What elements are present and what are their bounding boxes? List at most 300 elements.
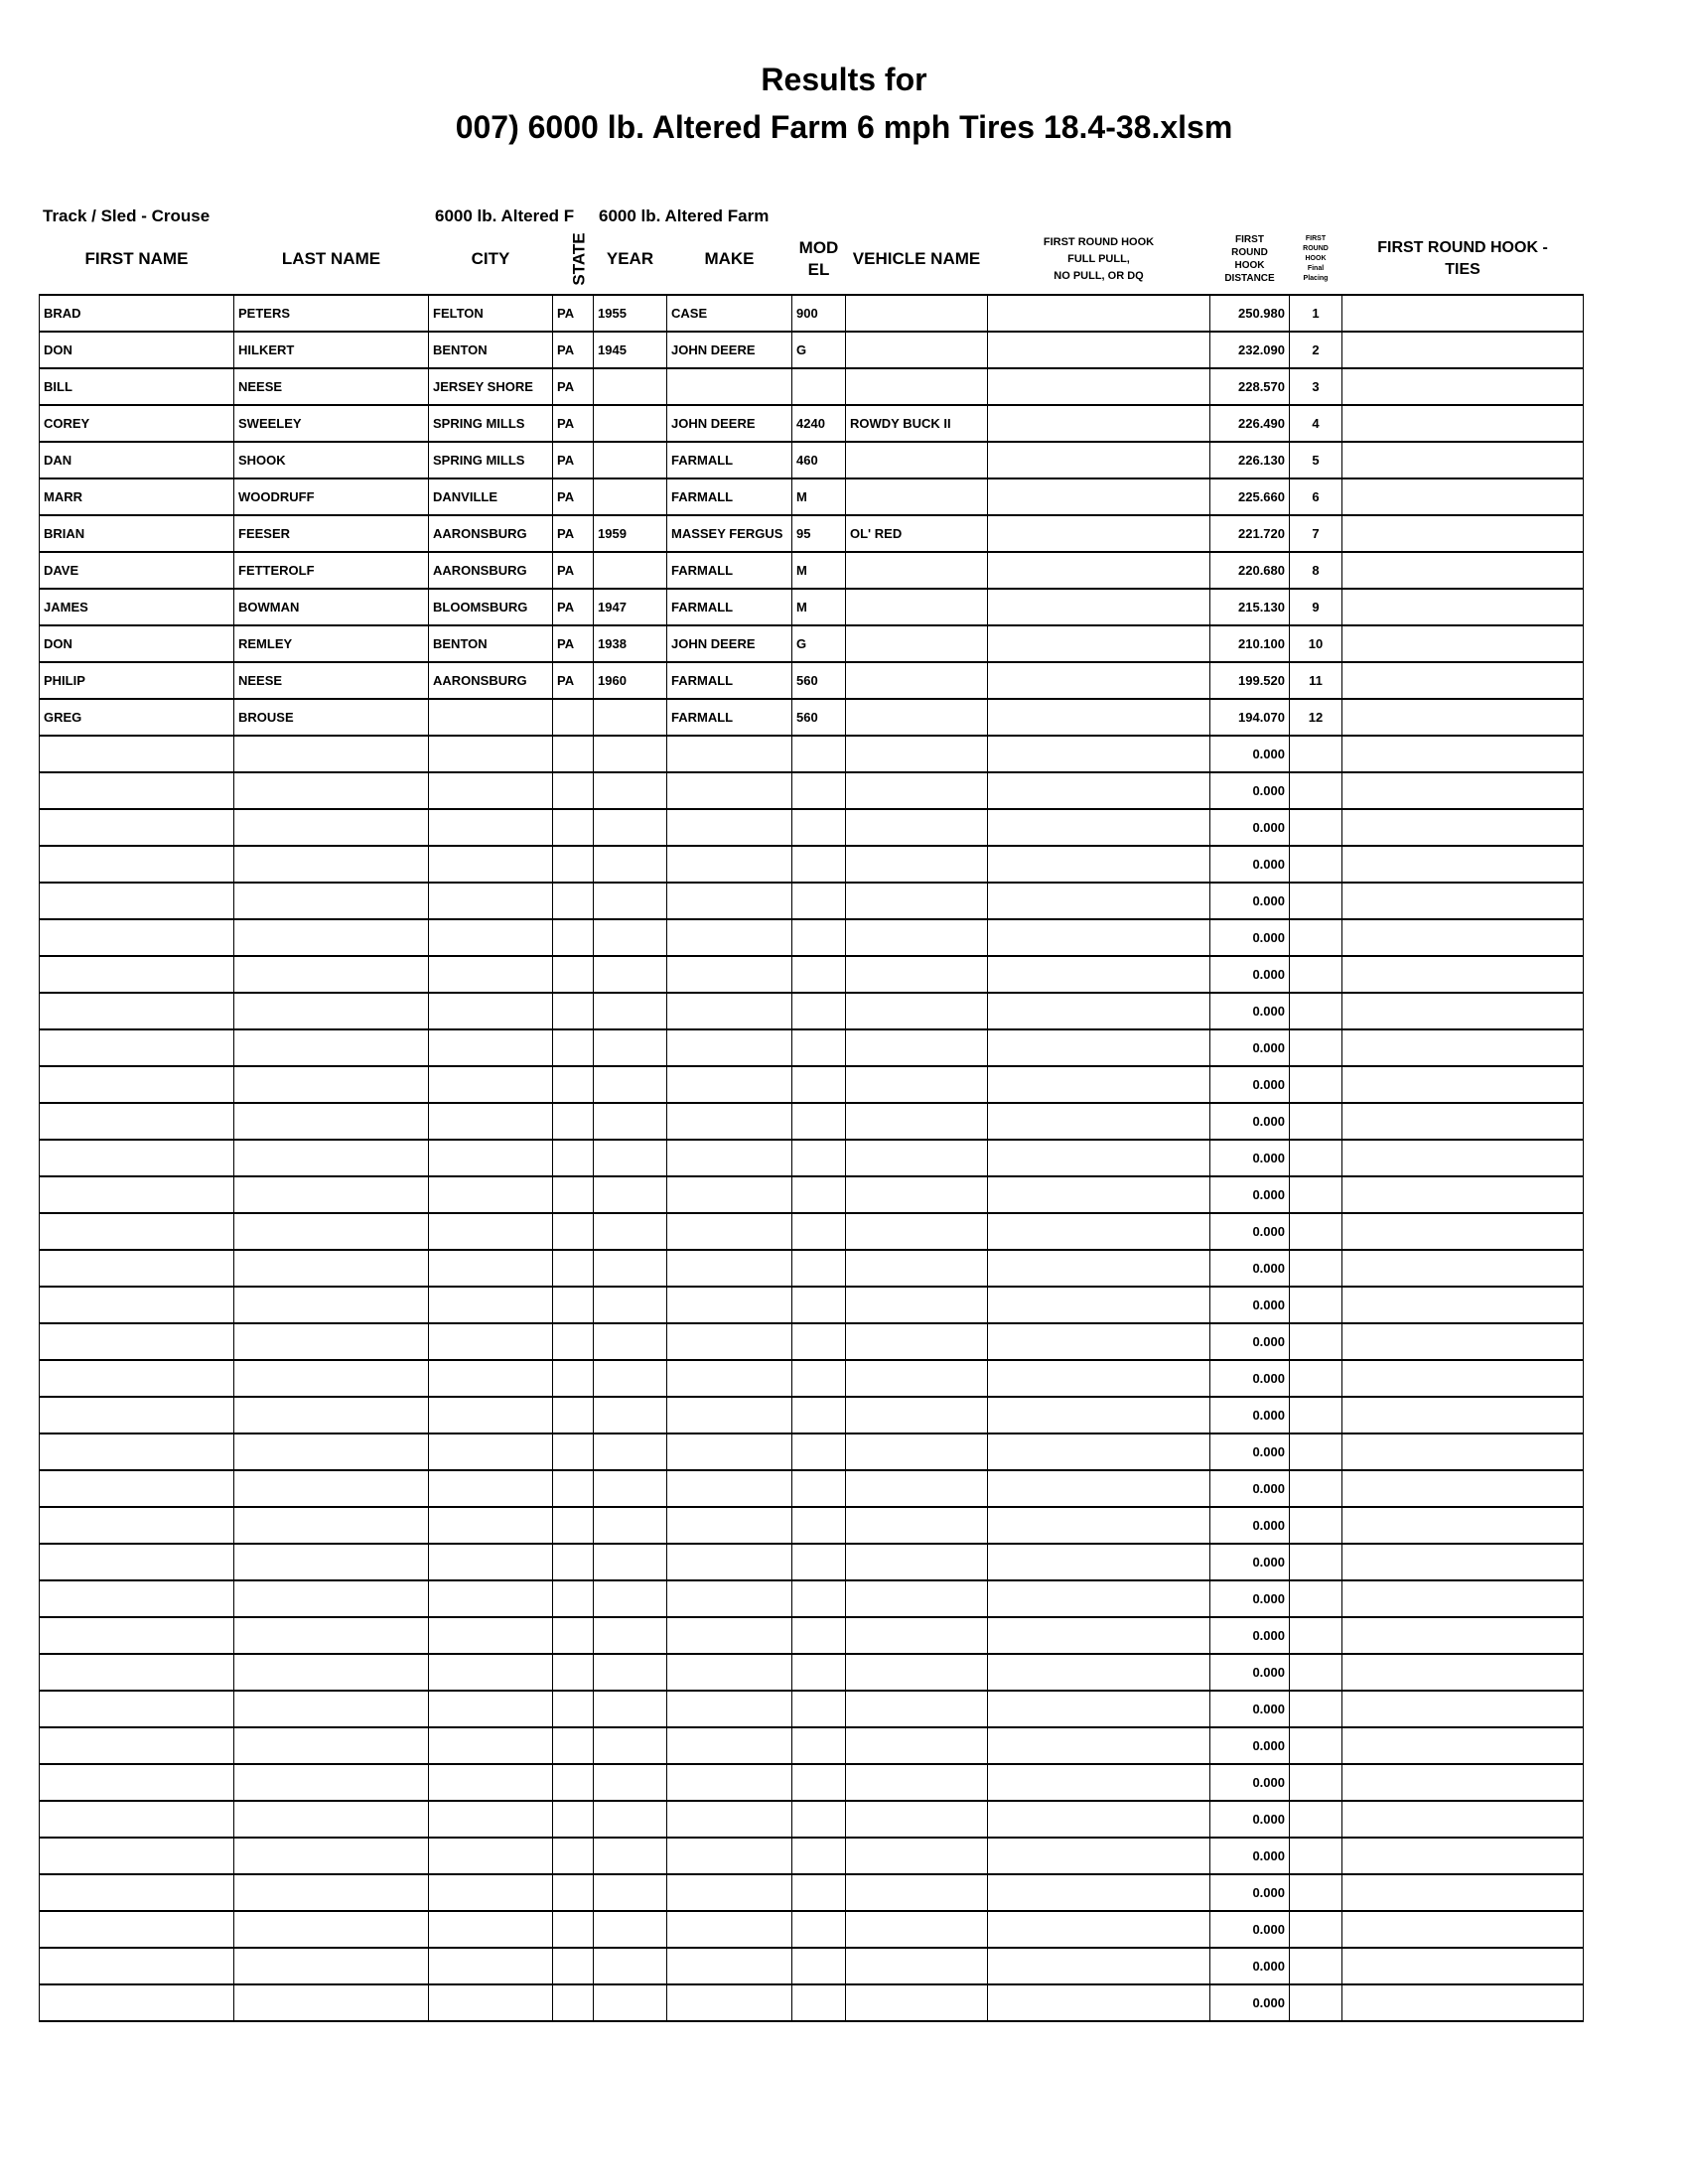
ties-cell (1342, 1984, 1584, 2021)
first-name-cell (40, 772, 234, 809)
hook-distance-cell: 0.000 (1210, 1801, 1290, 1838)
city-cell: SPRING MILLS (429, 405, 553, 442)
last-name-cell (234, 1911, 429, 1948)
vehicle-name-cell (846, 1176, 988, 1213)
hook-status-cell (988, 1948, 1210, 1984)
last-name-cell: FEESER (234, 515, 429, 552)
last-name-cell (234, 1433, 429, 1470)
placing-cell (1290, 993, 1342, 1029)
model-cell: G (792, 625, 846, 662)
make-cell (667, 993, 792, 1029)
last-name-cell: SHOOK (234, 442, 429, 478)
ties-cell (1342, 332, 1584, 368)
placing-cell (1290, 1433, 1342, 1470)
table-row (40, 772, 1584, 809)
hook-status-cell (988, 589, 1210, 625)
table-row (40, 405, 1584, 442)
col-make: MAKE (667, 224, 792, 295)
ties-cell (1342, 1580, 1584, 1617)
year-cell (594, 1764, 667, 1801)
make-cell (667, 1764, 792, 1801)
hook-distance-cell: 0.000 (1210, 1397, 1290, 1433)
make-cell (667, 1103, 792, 1140)
model-cell (792, 736, 846, 772)
model-cell (792, 1984, 846, 2021)
city-cell (429, 1287, 553, 1323)
ties-cell (1342, 442, 1584, 478)
placing-cell: 5 (1290, 442, 1342, 478)
hook-status-cell (988, 993, 1210, 1029)
hook-distance-cell: 0.000 (1210, 1617, 1290, 1654)
first-name-cell (40, 1580, 234, 1617)
first-name-cell (40, 919, 234, 956)
year-cell (594, 919, 667, 956)
state-cell: PA (553, 368, 594, 405)
hook-distance-cell: 226.130 (1210, 442, 1290, 478)
year-cell (594, 1029, 667, 1066)
city-cell (429, 1691, 553, 1727)
model-cell (792, 1029, 846, 1066)
placing-cell: 6 (1290, 478, 1342, 515)
col-state: STATE (553, 224, 594, 295)
vehicle-name-cell (846, 589, 988, 625)
hook-distance-cell: 0.000 (1210, 1176, 1290, 1213)
make-cell (667, 1580, 792, 1617)
first-name-cell (40, 1911, 234, 1948)
state-cell (553, 1617, 594, 1654)
state-cell: PA (553, 515, 594, 552)
hook-distance-cell: 0.000 (1210, 1213, 1290, 1250)
year-cell (594, 1838, 667, 1874)
year-cell (594, 442, 667, 478)
model-cell (792, 1066, 846, 1103)
hook-status-cell (988, 1066, 1210, 1103)
table-row (40, 1838, 1584, 1874)
first-name-cell: GREG (40, 699, 234, 736)
vehicle-name-cell (846, 552, 988, 589)
model-cell (792, 919, 846, 956)
year-cell: 1945 (594, 332, 667, 368)
make-cell (667, 1323, 792, 1360)
hook-status-cell (988, 1911, 1210, 1948)
hook-distance-cell: 210.100 (1210, 625, 1290, 662)
hook-status-cell (988, 1764, 1210, 1801)
year-cell (594, 1103, 667, 1140)
state-cell (553, 883, 594, 919)
first-name-cell (40, 1507, 234, 1544)
first-name-cell (40, 1103, 234, 1140)
make-cell (667, 1727, 792, 1764)
ties-cell (1342, 405, 1584, 442)
hook-distance-cell: 226.490 (1210, 405, 1290, 442)
model-cell: M (792, 478, 846, 515)
table-row (40, 993, 1584, 1029)
table-row (40, 368, 1584, 405)
page-subtitle: 007) 6000 lb. Altered Farm 6 mph Tires 18.4-38.xlsm (455, 109, 1233, 145)
placing-cell (1290, 1066, 1342, 1103)
year-cell (594, 956, 667, 993)
year-cell (594, 1066, 667, 1103)
ties-cell (1342, 478, 1584, 515)
model-cell (792, 956, 846, 993)
state-cell (553, 1323, 594, 1360)
make-cell (667, 1911, 792, 1948)
make-cell (667, 1433, 792, 1470)
hook-status-cell (988, 1838, 1210, 1874)
last-name-cell: REMLEY (234, 625, 429, 662)
ties-cell (1342, 1213, 1584, 1250)
state-cell (553, 1433, 594, 1470)
model-cell (792, 1874, 846, 1911)
placing-cell (1290, 1874, 1342, 1911)
last-name-cell: BOWMAN (234, 589, 429, 625)
hook-status-cell (988, 1691, 1210, 1727)
ties-cell (1342, 552, 1584, 589)
ties-cell (1342, 368, 1584, 405)
first-name-cell (40, 1176, 234, 1213)
hook-distance-cell: 194.070 (1210, 699, 1290, 736)
make-cell (667, 1617, 792, 1654)
placing-cell: 12 (1290, 699, 1342, 736)
col-hook-status: FIRST ROUND HOOK FULL PULL, NO PULL, OR DQ (988, 224, 1210, 295)
first-name-cell (40, 956, 234, 993)
table-row (40, 1617, 1584, 1654)
placing-cell: 8 (1290, 552, 1342, 589)
first-name-cell: DON (40, 625, 234, 662)
state-cell: PA (553, 295, 594, 332)
table-row (40, 1176, 1584, 1213)
city-cell (429, 1617, 553, 1654)
city-cell (429, 772, 553, 809)
first-name-cell (40, 1874, 234, 1911)
year-cell (594, 772, 667, 809)
model-cell (792, 993, 846, 1029)
vehicle-name-cell (846, 625, 988, 662)
vehicle-name-cell (846, 1691, 988, 1727)
vehicle-name-cell (846, 332, 988, 368)
table-row (40, 1250, 1584, 1287)
city-cell: DANVILLE (429, 478, 553, 515)
state-cell (553, 772, 594, 809)
vehicle-name-cell (846, 1948, 988, 1984)
vehicle-name-cell (846, 1727, 988, 1764)
state-cell: PA (553, 625, 594, 662)
hook-distance-cell: 215.130 (1210, 589, 1290, 625)
first-name-cell: BRAD (40, 295, 234, 332)
placing-cell: 9 (1290, 589, 1342, 625)
hook-distance-cell: 0.000 (1210, 809, 1290, 846)
table-row (40, 1544, 1584, 1580)
make-cell (667, 1250, 792, 1287)
hook-status-cell (988, 1984, 1210, 2021)
city-cell: AARONSBURG (429, 662, 553, 699)
year-cell (594, 1580, 667, 1617)
hook-status-cell (988, 1544, 1210, 1580)
placing-cell: 7 (1290, 515, 1342, 552)
year-cell (594, 1397, 667, 1433)
state-cell: PA (553, 442, 594, 478)
vehicle-name-cell (846, 809, 988, 846)
hook-distance-cell: 0.000 (1210, 1544, 1290, 1580)
vehicle-name-cell (846, 736, 988, 772)
model-cell (792, 1544, 846, 1580)
make-cell (667, 809, 792, 846)
table-row (40, 625, 1584, 662)
city-cell (429, 883, 553, 919)
ties-cell (1342, 625, 1584, 662)
placing-cell (1290, 1838, 1342, 1874)
table-row (40, 1066, 1584, 1103)
hook-status-cell (988, 1360, 1210, 1397)
vehicle-name-cell (846, 956, 988, 993)
vehicle-name-cell (846, 1287, 988, 1323)
col-vehicle-name: VEHICLE NAME (846, 224, 988, 295)
results-table (39, 224, 1584, 2022)
placing-cell (1290, 736, 1342, 772)
placing-cell: 4 (1290, 405, 1342, 442)
placing-cell (1290, 1544, 1342, 1580)
first-name-cell: BRIAN (40, 515, 234, 552)
make-cell (667, 368, 792, 405)
hook-status-cell (988, 405, 1210, 442)
table-row (40, 1433, 1584, 1470)
city-cell (429, 1250, 553, 1287)
last-name-cell (234, 772, 429, 809)
state-cell (553, 1029, 594, 1066)
hook-distance-cell: 221.720 (1210, 515, 1290, 552)
model-cell (792, 1801, 846, 1838)
col-first-name: FIRST NAME (40, 224, 234, 295)
year-cell (594, 993, 667, 1029)
table-row (40, 1323, 1584, 1360)
last-name-cell (234, 809, 429, 846)
table-row (40, 1764, 1584, 1801)
ties-cell (1342, 1066, 1584, 1103)
hook-distance-cell: 0.000 (1210, 1140, 1290, 1176)
model-cell (792, 1507, 846, 1544)
year-cell (594, 1801, 667, 1838)
state-cell (553, 1984, 594, 2021)
first-name-cell (40, 1140, 234, 1176)
last-name-cell (234, 1287, 429, 1323)
ties-cell (1342, 1250, 1584, 1287)
city-cell (429, 1948, 553, 1984)
model-cell (792, 1764, 846, 1801)
model-cell (792, 1287, 846, 1323)
first-name-cell (40, 1213, 234, 1250)
state-cell (553, 1470, 594, 1507)
make-cell: FARMALL (667, 662, 792, 699)
hook-status-cell (988, 846, 1210, 883)
ties-cell (1342, 1838, 1584, 1874)
city-cell (429, 919, 553, 956)
year-cell (594, 1948, 667, 1984)
city-cell (429, 1029, 553, 1066)
make-cell (667, 1507, 792, 1544)
hook-distance-cell: 0.000 (1210, 1507, 1290, 1544)
vehicle-name-cell (846, 1801, 988, 1838)
table-row (40, 332, 1584, 368)
col-year: YEAR (594, 224, 667, 295)
hook-status-cell (988, 332, 1210, 368)
model-cell (792, 846, 846, 883)
hook-status-cell (988, 956, 1210, 993)
make-cell (667, 1984, 792, 2021)
track-sled-label: Track / Sled - Crouse (43, 206, 211, 225)
city-cell (429, 956, 553, 993)
ties-cell (1342, 589, 1584, 625)
hook-status-cell (988, 1617, 1210, 1654)
city-cell: BENTON (429, 625, 553, 662)
ties-cell (1342, 1764, 1584, 1801)
hook-status-cell (988, 1323, 1210, 1360)
vehicle-name-cell (846, 1507, 988, 1544)
last-name-cell (234, 1323, 429, 1360)
placing-cell (1290, 809, 1342, 846)
hook-status-cell (988, 625, 1210, 662)
make-cell: FARMALL (667, 478, 792, 515)
placing-cell: 11 (1290, 662, 1342, 699)
city-cell (429, 1103, 553, 1140)
city-cell (429, 1580, 553, 1617)
state-cell (553, 1250, 594, 1287)
model-cell (792, 1103, 846, 1140)
first-name-cell (40, 1470, 234, 1507)
model-cell: 560 (792, 699, 846, 736)
hook-status-cell (988, 368, 1210, 405)
first-name-cell (40, 1433, 234, 1470)
hook-status-cell (988, 515, 1210, 552)
table-row (40, 1801, 1584, 1838)
state-cell (553, 1911, 594, 1948)
vehicle-name-cell (846, 1764, 988, 1801)
placing-cell (1290, 1727, 1342, 1764)
hook-status-cell (988, 699, 1210, 736)
table-row (40, 699, 1584, 736)
state-cell: PA (553, 589, 594, 625)
placing-cell: 2 (1290, 332, 1342, 368)
model-cell (792, 1580, 846, 1617)
state-cell (553, 1176, 594, 1213)
last-name-cell: NEESE (234, 368, 429, 405)
placing-cell (1290, 1287, 1342, 1323)
table-row (40, 515, 1584, 552)
first-name-cell (40, 1764, 234, 1801)
hook-status-cell (988, 1727, 1210, 1764)
first-name-cell (40, 1287, 234, 1323)
first-name-cell (40, 1654, 234, 1691)
hook-status-cell (988, 1397, 1210, 1433)
model-cell (792, 772, 846, 809)
vehicle-name-cell (846, 883, 988, 919)
last-name-cell (234, 736, 429, 772)
hook-status-cell (988, 552, 1210, 589)
make-cell: CASE (667, 295, 792, 332)
ties-cell (1342, 662, 1584, 699)
model-cell (792, 1397, 846, 1433)
hook-distance-cell: 0.000 (1210, 1029, 1290, 1066)
last-name-cell (234, 956, 429, 993)
first-name-cell: BILL (40, 368, 234, 405)
model-cell: 460 (792, 442, 846, 478)
city-cell: BENTON (429, 332, 553, 368)
ties-cell (1342, 772, 1584, 809)
model-cell (792, 1360, 846, 1397)
year-cell (594, 1176, 667, 1213)
state-cell (553, 1580, 594, 1617)
year-cell: 1938 (594, 625, 667, 662)
last-name-cell (234, 1544, 429, 1580)
city-cell (429, 1984, 553, 2021)
last-name-cell (234, 1727, 429, 1764)
city-cell: AARONSBURG (429, 552, 553, 589)
vehicle-name-cell (846, 846, 988, 883)
model-cell (792, 1176, 846, 1213)
year-cell (594, 368, 667, 405)
ties-cell (1342, 1140, 1584, 1176)
state-cell (553, 1103, 594, 1140)
year-cell: 1947 (594, 589, 667, 625)
vehicle-name-cell (846, 1066, 988, 1103)
make-cell: JOHN DEERE (667, 405, 792, 442)
year-cell (594, 1360, 667, 1397)
placing-cell (1290, 1360, 1342, 1397)
model-cell: M (792, 552, 846, 589)
model-cell (792, 1433, 846, 1470)
model-cell: 900 (792, 295, 846, 332)
table-row (40, 1287, 1584, 1323)
state-cell (553, 1544, 594, 1580)
make-cell (667, 1397, 792, 1433)
ties-cell (1342, 1617, 1584, 1654)
state-cell (553, 1507, 594, 1544)
vehicle-name-cell (846, 1140, 988, 1176)
table-row (40, 662, 1584, 699)
table-row (40, 736, 1584, 772)
state-cell (553, 1948, 594, 1984)
ties-cell (1342, 1654, 1584, 1691)
city-cell (429, 1433, 553, 1470)
vehicle-name-cell (846, 1029, 988, 1066)
state-cell: PA (553, 332, 594, 368)
first-name-cell (40, 1948, 234, 1984)
ties-cell (1342, 1727, 1584, 1764)
hook-status-cell (988, 1140, 1210, 1176)
year-cell (594, 1911, 667, 1948)
state-cell (553, 1287, 594, 1323)
vehicle-name-cell (846, 1323, 988, 1360)
first-name-cell: JAMES (40, 589, 234, 625)
city-cell (429, 1140, 553, 1176)
city-cell (429, 1764, 553, 1801)
ties-cell (1342, 295, 1584, 332)
hook-status-cell (988, 1801, 1210, 1838)
first-name-cell (40, 1617, 234, 1654)
ties-cell (1342, 1397, 1584, 1433)
placing-cell (1290, 1984, 1342, 2021)
placing-cell (1290, 1764, 1342, 1801)
hook-status-cell (988, 1287, 1210, 1323)
table-row (40, 1397, 1584, 1433)
state-cell: PA (553, 478, 594, 515)
ties-cell (1342, 1103, 1584, 1140)
hook-distance-cell: 0.000 (1210, 1433, 1290, 1470)
col-city: CITY (429, 224, 553, 295)
last-name-cell (234, 1213, 429, 1250)
first-name-cell (40, 1727, 234, 1764)
last-name-cell (234, 846, 429, 883)
hook-status-cell (988, 1176, 1210, 1213)
